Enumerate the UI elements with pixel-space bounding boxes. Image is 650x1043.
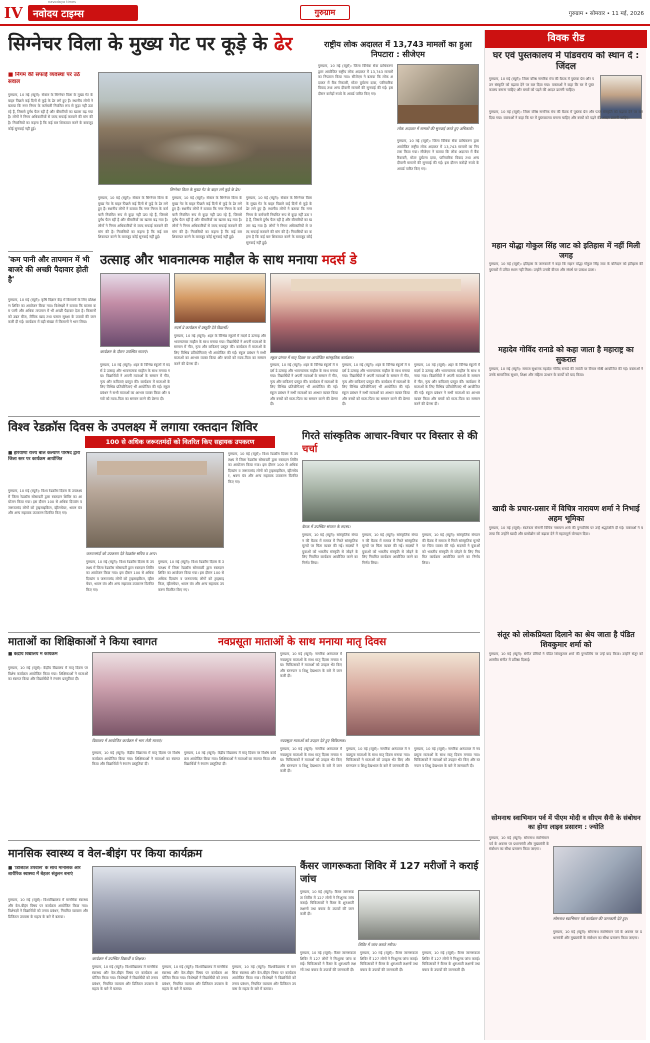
a3-caption-2: मदर्स डे कार्यक्रम में प्रस्तुति देते विद्यार्थी।: [174, 325, 229, 330]
sidebar-title-bar: [485, 30, 647, 48]
a3-body-c3: गुरुग्राम, 10 मई (ब्यूरो): शहर के विभिन्न स्कूलों में मदर्स डे उत्साह और भावनात्मक माहौल के साथ मनाया गया। विद्यार्थियों ने अपनी माताओं के सम्मान में गीत, नृत्य और कविताएं प्रस्तुत कीं। कार्यक्रम में माताओं के लिए विभिन्न प्रतियोगिताएं भी आयोजित की गईं। स्कूल प्रबंधन ने सभी माताओं का आभार व्यक्त किया और बच्चों को माता-पिता का सम्मान करने की प्रेरणा दी।: [270, 363, 338, 407]
a6-caption: बैठक में उपस्थित संगठन के सदस्य।: [302, 524, 351, 529]
a9-body: गुरुग्राम, 10 मई (ब्यूरो): विश्वविद्यालय में मानसिक स्वास्थ्य और वेल-बीइंग विषय पर कार्यक्रम आयोजित किया गया। विशेषज्ञों ने विद्यार्थियों को तनाव प्रबंधन, नियमित व्यायाम और डिजिटल उपवास के महत्व के बारे में बताया।: [8, 898, 88, 919]
a1-headline: [8, 31, 358, 57]
a4-body-col2: गुरुग्राम, 10 मई (ब्यूरो): जिला विधिक सेवा प्राधिकरण द्वारा आयोजित राष्ट्रीय लोक अदालत में 13,743 मामलों का निपटारा किया गया। सीजेएम ने बताया कि लोक अदालत में बैंक रिकवरी, मोटर दुर्घटना दावा, पारिवारिक विवाद तथा अन्य दीवानी मामलों की सुनवाई की गई। इस दौरान करोड़ों रुपये के अवार्ड पारित किए गए।: [397, 139, 479, 171]
a7-body: गुरुग्राम, 10 मई (ब्यूरो): केंद्रीय विद्यालय में मातृ दिवस पर विशेष कार्यक्रम आयोजित किया गया। शिक्षिकाओं ने माताओं का स्वागत किया और विद्यार्थियों ने रंगारंग प्रस्तुतियां दीं।: [8, 666, 88, 682]
a5-body: गुरुग्राम, 10 मई (ब्यूरो): विश्व रेडक्रॉस दिवस के उपलक्ष्य में जिला रेडक्रॉस सोसायटी द्वारा रक्तदान शिविर का आयोजन किया गया। इस दौरान 100 से अधिक दिव्यांग व जरूरतमंद लोगों को ट्राइसाइकिल, व्हीलचेयर, श्रवण यंत्र और अन्य सहायक उपकरण वितरित किए गए।: [8, 489, 82, 516]
a5-banner: [85, 436, 275, 448]
a7-body-c3: गुरुग्राम, 10 मई (ब्यूरो): केंद्रीय विद्यालय में मातृ दिवस पर विशेष कार्यक्रम आयोजित किया गया। शिक्षिकाओं ने माताओं का स्वागत किया और विद्यार्थियों ने रंगारंग प्रस्तुतियां दीं।: [184, 751, 276, 767]
a10-headline: कैंसर जागरूकता शिविर में 127 मरीजों ने कराई जांच: [300, 861, 479, 885]
a1-body: गुरुग्राम, 10 मई (ब्यूरो): सेक्टर के सिग्नेचर विला के मुख्य गेट के बाहर पिछले कई दिनों से कूड़े के ढेर लगे हुए हैं। स्थानीय लोगों ने बताया कि नगर निगम के कर्मचारी नियमित रूप से कूड़ा नहीं उठा रहे हैं, जिससे दुर्गंध फैल रही है और बीमारियों का खतरा बढ़ गया है। लोगों ने निगम अधिकारियों से जल्द सफाई करवाने की मांग की है। निवासियों का कहना है कि कई बार शिकायत करने के बावजूद कोई सुनवाई नहीं हुई।: [8, 93, 93, 131]
s3-headline: महादेव गोविंद रानाडे को कहा जाता है महाराष्ट्र का सुकरात: [498, 345, 634, 364]
a3-headline-accent: मदर्स डे: [321, 253, 357, 268]
s1-headline: घर एवं पुस्तकालय में पांडवराय को स्थान दें : जिंदल: [492, 51, 640, 72]
a6-body-c2: गुरुग्राम, 10 मई (ब्यूरो): सांस्कृतिक संगठन की बैठक में समाज में गिरते सांस्कृतिक मूल्यों पर चिंता व्यक्त की गई। सदस्यों ने युवाओं को भारतीय संस्कृति से जोड़ने के लिए नियमित कार्यक्रम आयोजित करने का निर्णय लिया।: [362, 533, 418, 565]
a2-body: गुरुग्राम, 10 मई (ब्यूरो): कृषि विज्ञान केंद्र में किसानों के लिए प्रशिक्षण शिविर का आयोजन किया गया। विशेषज्ञों ने बताया कि बाजरा कम पानी और अधिक तापमान में भी अच्छी पैदावार देता है। किसानों को उन्नत बीज, जैविक खाद तथा फसल सुरक्षा के उपायों की जानकारी दी गई। कार्यक्रम में बड़ी संख्या में किसानों ने भाग लिया।: [8, 298, 96, 325]
section-name: गुरुग्राम: [314, 8, 336, 17]
divider: [8, 251, 93, 252]
a1-photo-caption: सिग्नेचर विला के मुख्य गेट के बाहर लगे कूड़े के ढेर।: [169, 187, 241, 192]
sidebar-title: विवक रीड: [547, 33, 585, 44]
a8-body-c2: गुरुग्राम, 10 मई (ब्यूरो): नागरिक अस्पताल में नवप्रसूता माताओं के साथ मातृ दिवस मनाया गया। चिकित्सकों ने माताओं को उपहार भेंट किए और स्तनपान व शिशु देखभाल के बारे में जानकारी दी।: [280, 747, 342, 774]
s5-headline: संतूर को लोकप्रियता दिलाने का श्रेय जाता है पंडित शिवकुमार शर्मा को: [497, 630, 635, 649]
a9-headline: मानसिक स्वास्थ्य व वेल-बीइंग पर किया कार्यक्रम: [8, 847, 203, 860]
a5-kicker: ■ हरियाणा राज्य बाल कल्याण परिषद द्वारा जिला स्तर पर कार्यक्रम आयोजित: [8, 451, 81, 462]
a8-caption: नवप्रसूता माताओं को उपहार देते हुए चिकित्सक।: [280, 738, 346, 743]
a4-headline: राष्ट्रीय लोक अदालत में 13,743 मामलों का हुआ निपटारा : सीजेएम: [324, 40, 472, 59]
a1-headline-accent: ढेर: [273, 33, 293, 55]
s5-body: गुरुग्राम, 10 मई (ब्यूरो): संगीत प्रेमियों ने पंडित शिवकुमार शर्मा की पुण्यतिथि पर उन्हें याद किया। उन्होंने संतूर को शास्त्रीय संगीत में प्रतिष्ठा दिलाई।: [489, 652, 643, 662]
a6-headline: [302, 430, 482, 456]
brand-subtitle: navodaya times: [48, 0, 77, 4]
a3-body-c2: गुरुग्राम, 10 मई (ब्यूरो): शहर के विभिन्न स्कूलों में मदर्स डे उत्साह और भावनात्मक माहौल के साथ मनाया गया। विद्यार्थियों ने अपनी माताओं के सम्मान में गीत, नृत्य और कविताएं प्रस्तुत कीं। कार्यक्रम में माताओं के लिए विभिन्न प्रतियोगिताएं भी आयोजित की गईं। स्कूल प्रबंधन ने सभी माताओं का आभार व्यक्त किया और बच्चों को माता-पिता का सम्मान करने की प्रेरणा दी।: [174, 334, 266, 366]
a3-headline-text: उत्साह और भावनात्मक माहौल के साथ मनाया: [100, 253, 322, 268]
a5-headline: विश्व रेडक्रॉस दिवस के उपलक्ष्य में लगाया रक्तदान शिविर: [8, 420, 258, 434]
banner-in-photo: [97, 461, 207, 475]
a6-photo: [302, 460, 480, 522]
s6-photo: [553, 846, 642, 914]
masthead: [0, 0, 650, 26]
a1-body-col4: गुरुग्राम, 10 मई (ब्यूरो): सेक्टर के सिग्नेचर विला के मुख्य गेट के बाहर पिछले कई दिनों से कूड़े के ढेर लगे हुए हैं। स्थानीय लोगों ने बताया कि नगर निगम के कर्मचारी नियमित रूप से कूड़ा नहीं उठा रहे हैं, जिससे दुर्गंध फैल रही है और बीमारियों का खतरा बढ़ गया है। लोगों ने निगम अधिकारियों से जल्द सफाई करवाने की मांग की है। निवासियों का कहना है कि कई बार शिकायत करने के बावजूद कोई सुनवाई नहीं हुई।: [246, 196, 312, 245]
a4-photo: [397, 64, 479, 124]
a3-photo-2: [174, 273, 266, 323]
s1-body-cont: गुरुग्राम, 10 मई (ब्यूरो): जिला वरिष्ठ नागरिक मंच की बैठक में पुस्तक प्रेम और पठन संस्कृति को बढ़ावा देने पर बल दिया गया। वक्ताओं ने कहा कि घर में पुस्तकालय बनाना चाहिए और बच्चों को पढ़ने की आदत डालनी चाहिए।: [489, 110, 643, 120]
a1-body-col3: गुरुग्राम, 10 मई (ब्यूरो): सेक्टर के सिग्नेचर विला के मुख्य गेट के बाहर पिछले कई दिनों से कूड़े के ढेर लगे हुए हैं। स्थानीय लोगों ने बताया कि नगर निगम के कर्मचारी नियमित रूप से कूड़ा नहीं उठा रहे हैं, जिससे दुर्गंध फैल रही है और बीमारियों का खतरा बढ़ गया है। लोगों ने निगम अधिकारियों से जल्द सफाई करवाने की मांग की है। निवासियों का कहना है कि कई बार शिकायत करने के बावजूद कोई सुनवाई नहीं हुई।: [172, 196, 242, 240]
a10-photo: [358, 890, 480, 940]
a8-photo: [346, 652, 480, 736]
divider: [8, 632, 480, 633]
brand-name: नवोदय टाइम्स: [33, 9, 84, 20]
a3-body-c1: गुरुग्राम, 10 मई (ब्यूरो): शहर के विभिन्न स्कूलों में मदर्स डे उत्साह और भावनात्मक माहौल के साथ मनाया गया। विद्यार्थियों ने अपनी माताओं के सम्मान में गीत, नृत्य और कविताएं प्रस्तुत कीं। कार्यक्रम में माताओं के लिए विभिन्न प्रतियोगिताएं भी आयोजित की गईं। स्कूल प्रबंधन ने सभी माताओं का आभार व्यक्त किया और बच्चों को माता-पिता का सम्मान करने की प्रेरणा दी।: [100, 363, 170, 401]
s4-headline: खादी के प्रचार-प्रसार में विचित्र नारायण शर्मा ने निभाई अहम भूमिका: [492, 504, 640, 523]
a9-photo: [92, 866, 296, 954]
a6-headline-text: गिरते सांस्कृतिक आचार-विचार पर विस्तार से की: [302, 431, 478, 442]
garbage-pile: [139, 128, 259, 168]
a5-photo: [86, 452, 224, 548]
a3-caption-3: स्कूल प्रांगण में मातृ दिवस पर आयोजित सांस्कृतिक कार्यक्रम।: [270, 355, 354, 360]
s1-body: गुरुग्राम, 10 मई (ब्यूरो): जिला वरिष्ठ नागरिक मंच की बैठक में पुस्तक प्रेम और पठन संस्कृति को बढ़ावा देने पर बल दिया गया। वक्ताओं ने कहा कि घर में पुस्तकालय बनाना चाहिए और बच्चों को पढ़ने की आदत डालनी चाहिए।: [489, 77, 594, 93]
a1-body-col2: गुरुग्राम, 10 मई (ब्यूरो): सेक्टर के सिग्नेचर विला के मुख्य गेट के बाहर पिछले कई दिनों से कूड़े के ढेर लगे हुए हैं। स्थानीय लोगों ने बताया कि नगर निगम के कर्मचारी नियमित रूप से कूड़ा नहीं उठा रहे हैं, जिससे दुर्गंध फैल रही है और बीमारियों का खतरा बढ़ गया है। लोगों ने निगम अधिकारियों से जल्द सफाई करवाने की मांग की है। निवासियों का कहना है कि कई बार शिकायत करने के बावजूद कोई सुनवाई नहीं हुई।: [98, 196, 168, 240]
a8-body: गुरुग्राम, 10 मई (ब्यूरो): नागरिक अस्पताल में नवप्रसूता माताओं के साथ मातृ दिवस मनाया गया। चिकित्सकों ने माताओं को उपहार भेंट किए और स्तनपान व शिशु देखभाल के बारे में जानकारी दी।: [280, 652, 342, 679]
a6-body-c1: गुरुग्राम, 10 मई (ब्यूरो): सांस्कृतिक संगठन की बैठक में समाज में गिरते सांस्कृतिक मूल्यों पर चिंता व्यक्त की गई। सदस्यों ने युवाओं को भारतीय संस्कृति से जोड़ने के लिए नियमित कार्यक्रम आयोजित करने का निर्णय लिया।: [302, 533, 358, 565]
s6-headline: सोमनाथ स्वाभिमान पर्व में पीएम मोदी व सीएम सैनी के संबोधन का होगा लाइव प्रसारण : ज्योति: [491, 814, 641, 831]
a7-kicker: ■ केंद्रीय विद्यालय में कार्यक्रम: [8, 652, 58, 657]
a1-photo: [98, 72, 312, 185]
a1-headline-text: सिग्नेचर विला के मुख्य गेट पर कूड़े के: [8, 33, 274, 55]
divider: [8, 840, 480, 841]
divider: [8, 416, 480, 417]
a3-headline: [100, 252, 484, 270]
a7-caption: विद्यालय में आयोजित कार्यक्रम में भाग लेती माताएं।: [92, 738, 163, 743]
a10-body-c4: गुरुग्राम, 10 मई (ब्यूरो): कैंसर जागरूकता शिविर में 127 लोगों ने निःशुल्क जांच कराई। चिकित्सकों ने कैंसर के शुरुआती लक्षणों तथा बचाव के उपायों की जानकारी दी।: [422, 951, 480, 972]
a8-headline: नवप्रसूता माताओं के साथ मनाया मातृ दिवस: [218, 636, 387, 648]
a3-photo-1: [100, 273, 170, 347]
sidebar: [484, 30, 646, 1040]
a10-caption: शिविर में जांच कराते मरीज।: [358, 942, 397, 947]
a5-banner-text: 100 से अधिक जरूरतमंदों को वितरित किए सहायक उपकरण: [105, 438, 255, 446]
a10-body: गुरुग्राम, 10 मई (ब्यूरो): कैंसर जागरूकता शिविर में 127 लोगों ने निःशुल्क जांच कराई। चिकित्सकों ने कैंसर के शुरुआती लक्षणों तथा बचाव के उपायों की जानकारी दी।: [300, 890, 354, 917]
a9-body-c2: गुरुग्राम, 10 मई (ब्यूरो): विश्वविद्यालय में मानसिक स्वास्थ्य और वेल-बीइंग विषय पर कार्यक्रम आयोजित किया गया। विशेषज्ञों ने विद्यार्थियों को तनाव प्रबंधन, नियमित व्यायाम और डिजिटल उपवास के महत्व के बारे में बताया।: [92, 965, 158, 992]
s3-body: गुरुग्राम, 10 मई (ब्यूरो): समाज सुधारक महादेव गोविंद रानाडे की जयंती पर विचार गोष्ठी आयोजित की गई। वक्ताओं ने उनके सामाजिक सुधार, शिक्षा और महिला उत्थान के कार्यों को याद किया।: [489, 367, 643, 377]
stage-banner: [291, 279, 461, 291]
desk-row: [398, 105, 479, 123]
page-number: IV: [4, 4, 23, 22]
a10-body-c3: गुरुग्राम, 10 मई (ब्यूरो): कैंसर जागरूकता शिविर में 127 लोगों ने निःशुल्क जांच कराई। चिकित्सकों ने कैंसर के शुरुआती लक्षणों तथा बचाव के उपायों की जानकारी दी।: [360, 951, 418, 972]
s2-headline: महान योद्धा गोकुल सिंह जाट को इतिहास में नहीं मिली जगह: [491, 241, 641, 260]
a10-body-c2: गुरुग्राम, 10 मई (ब्यूरो): कैंसर जागरूकता शिविर में 127 लोगों ने निःशुल्क जांच कराई। चिकित्सकों ने कैंसर के शुरुआती लक्षणों तथा बचाव के उपायों की जानकारी दी।: [300, 951, 356, 972]
a3-photo-3: [270, 273, 480, 353]
a2-headline: 'कम पानी और तापमान में भी बाजरे की अच्छी पैदावार होती है': [8, 255, 90, 284]
section-tab: [300, 5, 350, 20]
a9-kicker: ■ 'डिजिटल उपवास' के साथ मानसिक और शारीरिक स्वास्थ्य में बेहतर संतुलन बनाएं: [8, 866, 81, 877]
s2-body: गुरुग्राम, 10 मई (ब्यूरो): इतिहास के जानकारों ने कहा कि महान योद्धा गोकुल सिंह जाट के बलिदान को इतिहास की पुस्तकों में उचित स्थान नहीं मिला। उन्होंने उनकी वीरता और संघर्ष पर प्रकाश डाला।: [489, 262, 643, 272]
a8-body-c3: गुरुग्राम, 10 मई (ब्यूरो): नागरिक अस्पताल में नवप्रसूता माताओं के साथ मातृ दिवस मनाया गया। चिकित्सकों ने माताओं को उपहार भेंट किए और स्तनपान व शिशु देखभाल के बारे में जानकारी दी।: [346, 747, 410, 768]
a5-body-c2: गुरुग्राम, 10 मई (ब्यूरो): विश्व रेडक्रॉस दिवस के उपलक्ष्य में जिला रेडक्रॉस सोसायटी द्वारा रक्तदान शिविर का आयोजन किया गया। इस दौरान 100 से अधिक दिव्यांग व जरूरतमंद लोगों को ट्राइसाइकिल, व्हीलचेयर, श्रवण यंत्र और अन्य सहायक उपकरण वितरित किए गए।: [86, 560, 154, 592]
a3-body-c5: गुरुग्राम, 10 मई (ब्यूरो): शहर के विभिन्न स्कूलों में मदर्स डे उत्साह और भावनात्मक माहौल के साथ मनाया गया। विद्यार्थियों ने अपनी माताओं के सम्मान में गीत, नृत्य और कविताएं प्रस्तुत कीं। कार्यक्रम में माताओं के लिए विभिन्न प्रतियोगिताएं भी आयोजित की गईं। स्कूल प्रबंधन ने सभी माताओं का आभार व्यक्त किया और बच्चों को माता-पिता का सम्मान करने की प्रेरणा दी।: [414, 363, 480, 407]
s6-body-col2: गुरुग्राम, 10 मई (ब्यूरो): सोमनाथ स्वाभिमान पर्व के अवसर पर प्रधानमंत्री और मुख्यमंत्री के संबोधन का सीधा प्रसारण किया जाएगा।: [553, 930, 642, 940]
a9-body-c3: गुरुग्राम, 10 मई (ब्यूरो): विश्वविद्यालय में मानसिक स्वास्थ्य और वेल-बीइंग विषय पर कार्यक्रम आयोजित किया गया। विशेषज्ञों ने विद्यार्थियों को तनाव प्रबंधन, नियमित व्यायाम और डिजिटल उपवास के महत्व के बारे में बताया।: [162, 965, 228, 992]
a5-body-c3: गुरुग्राम, 10 मई (ब्यूरो): विश्व रेडक्रॉस दिवस के उपलक्ष्य में जिला रेडक्रॉस सोसायटी द्वारा रक्तदान शिविर का आयोजन किया गया। इस दौरान 100 से अधिक दिव्यांग व जरूरतमंद लोगों को ट्राइसाइकिल, व्हीलचेयर, श्रवण यंत्र और अन्य सहायक उपकरण वितरित किए गए।: [158, 560, 224, 592]
a5-caption: जरूरतमंदों को उपकरण देते रेडक्रॉस सचिव व अन्य।: [86, 551, 157, 556]
a4-caption: लोक अदालत में मामलों की सुनवाई करते हुए अधिकारी।: [397, 126, 474, 131]
a5-body-c4: गुरुग्राम, 10 मई (ब्यूरो): विश्व रेडक्रॉस दिवस के उपलक्ष्य में जिला रेडक्रॉस सोसायटी द्वारा रक्तदान शिविर का आयोजन किया गया। इस दौरान 100 से अधिक दिव्यांग व जरूरतमंद लोगों को ट्राइसाइकिल, व्हीलचेयर, श्रवण यंत्र और अन्य सहायक उपकरण वितरित किए गए।: [228, 452, 298, 484]
a6-body-c3: गुरुग्राम, 10 मई (ब्यूरो): सांस्कृतिक संगठन की बैठक में समाज में गिरते सांस्कृतिक मूल्यों पर चिंता व्यक्त की गई। सदस्यों ने युवाओं को भारतीय संस्कृति से जोड़ने के लिए नियमित कार्यक्रम आयोजित करने का निर्णय लिया।: [422, 533, 480, 565]
s4-body: गुरुग्राम, 10 मई (ब्यूरो): स्वतंत्रता सेनानी विचित्र नारायण शर्मा की पुण्यतिथि पर उन्हें श्रद्धांजलि दी गई। वक्ताओं ने बताया कि उन्होंने खादी और ग्रामोद्योग को बढ़ावा देने में महत्वपूर्ण योगदान दिया।: [489, 526, 643, 536]
a9-body-c4: गुरुग्राम, 10 मई (ब्यूरो): विश्वविद्यालय में मानसिक स्वास्थ्य और वेल-बीइंग विषय पर कार्यक्रम आयोजित किया गया। विशेषज्ञों ने विद्यार्थियों को तनाव प्रबंधन, नियमित व्यायाम और डिजिटल उपवास के महत्व के बारे में बताया।: [232, 965, 296, 992]
brand-box: [28, 5, 138, 21]
a8-body-c4: गुरुग्राम, 10 मई (ब्यूरो): नागरिक अस्पताल में नवप्रसूता माताओं के साथ मातृ दिवस मनाया गया। चिकित्सकों ने माताओं को उपहार भेंट किए और स्तनपान व शिशु देखभाल के बारे में जानकारी दी।: [414, 747, 480, 768]
a4-body: गुरुग्राम, 10 मई (ब्यूरो): जिला विधिक सेवा प्राधिकरण द्वारा आयोजित राष्ट्रीय लोक अदालत में 13,743 मामलों का निपटारा किया गया। सीजेएम ने बताया कि लोक अदालत में बैंक रिकवरी, मोटर दुर्घटना दावा, पारिवारिक विवाद तथा अन्य दीवानी मामलों की सुनवाई की गई। इस दौरान करोड़ों रुपये के अवार्ड पारित किए गए।: [318, 64, 393, 96]
a7-body-c2: गुरुग्राम, 10 मई (ब्यूरो): केंद्रीय विद्यालय में मातृ दिवस पर विशेष कार्यक्रम आयोजित किया गया। शिक्षिकाओं ने माताओं का स्वागत किया और विद्यार्थियों ने रंगारंग प्रस्तुतियां दीं।: [92, 751, 180, 767]
a7-headline: माताओं का शिक्षिकाओं ने किया स्वागत: [8, 636, 158, 648]
a3-caption-1: कार्यक्रम के दौरान उपस्थित माताएं।: [100, 349, 148, 354]
s6-body: गुरुग्राम, 10 मई (ब्यूरो): सोमनाथ स्वाभिमान पर्व के अवसर पर प्रधानमंत्री और मुख्यमंत्री के संबोधन का सीधा प्रसारण किया जाएगा।: [489, 836, 549, 852]
a7-photo: [92, 652, 276, 736]
a1-kicker: ■ निगम की सफाई व्यवस्था पर उठे सवाल: [8, 72, 80, 85]
s6-caption: सोमनाथ स्वाभिमान पर्व कार्यक्रम की जानकारी देते हुए।: [553, 916, 628, 921]
a9-caption: कार्यक्रम में उपस्थित विद्यार्थी व शिक्षक।: [92, 956, 146, 961]
a3-body-c4: गुरुग्राम, 10 मई (ब्यूरो): शहर के विभिन्न स्कूलों में मदर्स डे उत्साह और भावनात्मक माहौल के साथ मनाया गया। विद्यार्थियों ने अपनी माताओं के सम्मान में गीत, नृत्य और कविताएं प्रस्तुत कीं। कार्यक्रम में माताओं के लिए विभिन्न प्रतियोगिताएं भी आयोजित की गईं। स्कूल प्रबंधन ने सभी माताओं का आभार व्यक्त किया और बच्चों को माता-पिता का सम्मान करने की प्रेरणा दी।: [342, 363, 410, 407]
issue-date: गुरुग्राम • सोमवार • 11 मई, 2026: [568, 11, 644, 17]
a6-headline-accent: चर्चा: [302, 444, 318, 455]
